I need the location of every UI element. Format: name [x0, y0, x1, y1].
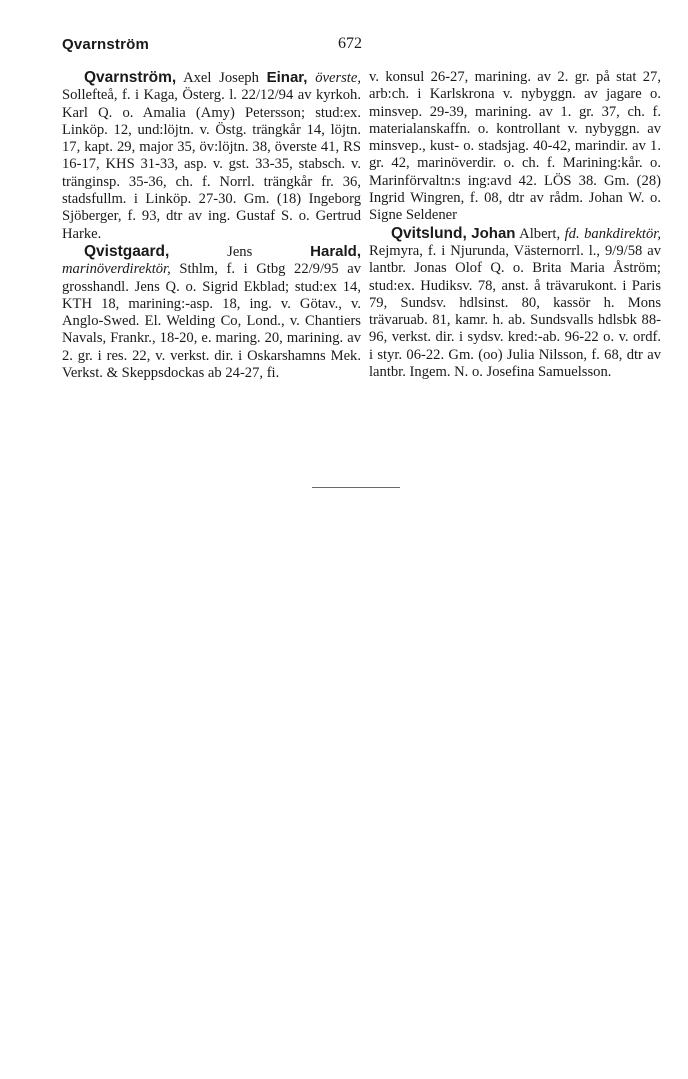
entry-surname: Qvistgaard, — [84, 242, 170, 260]
entry-call-name: Harald, — [310, 242, 361, 260]
entry-qvarnstrom — [62, 69, 361, 243]
entry-given-names: Axel Joseph — [176, 70, 267, 86]
section-divider-rule — [312, 487, 400, 488]
page-number: 672 — [338, 35, 362, 52]
entry-qvistgaard-continued — [369, 69, 661, 225]
entry-qvitslund — [369, 225, 661, 382]
right-column — [369, 69, 661, 381]
entry-surname: Qvitslund, — [391, 224, 467, 242]
entry-call-name: Einar, — [266, 69, 308, 86]
entry-title: fd. bankdirektör, — [564, 225, 661, 242]
entry-body: Sollefteå, f. i Kaga, Österg. l. 22/12/94 av kyrkoh. Karl Q. o. Amalia (Amy) Petersson; stud:ex. Linköp. 12, und:löjtn. v. Östg. trängkår 14, löjtn. 17, kapt. 29, major 35, öv:löjtn. 38, överste 41, RS 16-17, KHS 31-33, asp. v. gst. 33-35, stabsch. v. tränginsp. 35-36, ch. f. Norrl. trängkår fr. 36, stadsfullm. i Linköp. 27-30. Gm. (18) Ingeborg Sjöberger, f. 93, dtr av ing. Gustaf S. o. Gertrud Harke. — [62, 87, 361, 242]
entry-qvistgaard — [62, 243, 361, 382]
entry-body-continued: v. konsul 26-27, marining. av 2. gr. på stat 27, arb:ch. i Karlskrona v. nybyggn. av jagare o. minsvep. 29-39, marining. av 1. gr. 37, ch. f. materialanskaffn. o. kontrollant v. nybyggn. av minsvep., kust- o. stadsjag. 40-42, marindir. av 1. gr. 42, marinöverdir. o. ch. f. Marining:kår. o. Marinförvaltn:s ing:avd 42. LÖS 38. Gm. (28) Ingrid Wingren, f. 08, dtr av rådm. Johan W. o. Signe Seldener — [369, 69, 661, 224]
entry-given-names: Jens — [169, 243, 311, 260]
entry-body: Sthlm, f. i Gtbg 22/9/95 av grosshandl. Jens Q. o. Sigrid Ekblad; stud:ex 14, KTH 18, marining:-asp. 18, ing. v. Götav., v. Anglo-Swed. El. Welding Co, Lond., v. Chantiers Navals, Frankr., 18-20, e. maring. 20, marining. av 2. gr. i res. 22, v. verkst. dir. i Oskarshamns Mek. Verkst. & Skeppsdockas ab 24-27, fi. — [62, 261, 361, 382]
entry-title: marinöverdirektör, — [62, 261, 171, 278]
entry-call-name: Johan — [471, 224, 516, 242]
entry-title: överste, — [315, 70, 361, 86]
entry-given-names-after: Albert, — [515, 225, 565, 242]
entry-body: Rejmyra, f. i Njurunda, Västernorrl. l., 9/9/58 av lantbr. Jonas Olof Q. o. Brita Maria Åström; stud:ex. Hudiksv. 78, anst. å trävarukont. i Paris 79, Sundsv. hdlsinst. 80, kassör h. Mons trävaruab. 81, kamr. h. ab. Sundsvalls hdlsbk 88-96, verkst. dir. i sydsv. kred:-ab. 96-22 o. v. ordf. i styr. 06-22. Gm. (oo) Julia Nilsson, f. 68, dtr av lantbr. Ingem. N. o. Josefina Samuelsson. — [369, 242, 661, 381]
running-head: Qvarnström — [62, 36, 150, 53]
entry-surname: Qvarnström, — [84, 69, 177, 86]
left-column — [62, 69, 361, 382]
